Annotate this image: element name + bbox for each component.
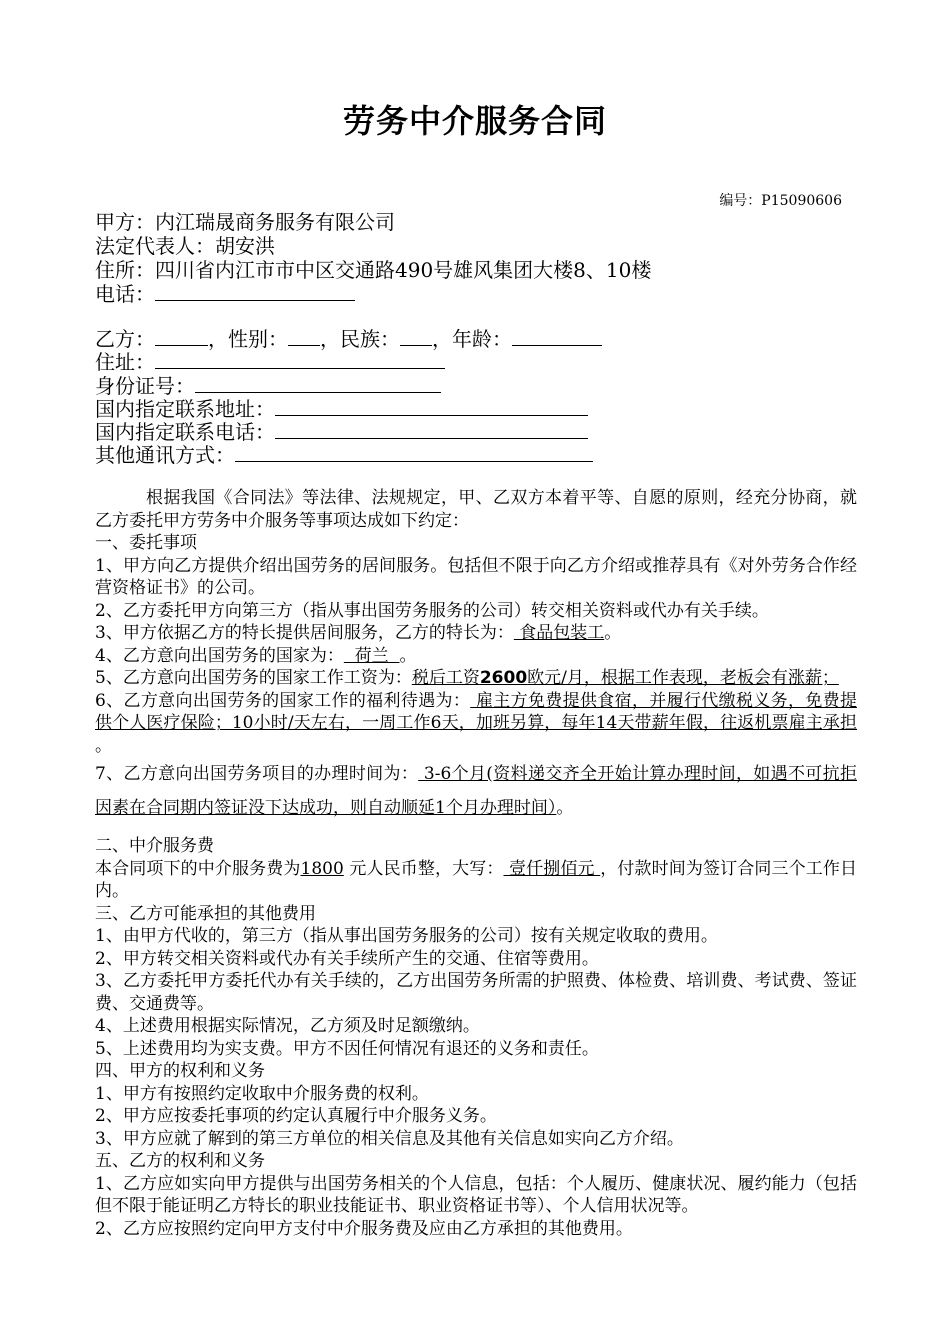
section-4-item-1: 1、甲方有按照约定收取中介服务费的权利。 [95, 1083, 429, 1104]
section-1-item-3: 3、甲方依据乙方的特长提供居间服务，乙方的特长为： 食品包装工。 [95, 623, 622, 643]
section-1-item-4: 4、乙方意向出国劳务的国家为： 荷兰 。 [95, 645, 417, 666]
section-5-item-2: 2、乙方应按照约定向甲方支付中介服务费及应由乙方承担的其他费用。 [95, 1218, 633, 1239]
salary-amount: 2600 [479, 668, 528, 688]
document-number: 编号：P15090606 [719, 193, 842, 209]
party-a-phone [95, 282, 651, 306]
section-1-item-1: 1、甲方向乙方提供介绍出国劳务的居间服务。包括但不限于向乙方介绍或推荐具有《对外劳务合作经营资格证书》的公司。 [95, 555, 857, 598]
ethnicity-label: ，民族： [320, 327, 400, 351]
party-b-label: 乙方： [95, 327, 155, 351]
other-contact-blank[interactable] [235, 443, 593, 462]
section-1-item-2: 2、乙方委托甲方向第三方（指从事出国劳务服务的公司）转交相关资料或代办有关手续。 [95, 600, 769, 621]
section-3-item-3: 3、乙方委托甲方委托代办有关手续的，乙方出国劳务所需的护照费、体检费、培训费、考试费、签证费、交通费等。 [95, 971, 857, 1014]
party-a-legal-rep: 法定代表人：胡安洪 [95, 234, 275, 258]
party-a-phone-label: 电话： [95, 282, 155, 306]
contract-body [95, 487, 857, 1240]
address-label: 住址： [95, 350, 155, 375]
section-5-item-1: 1、乙方应如实向甲方提供与出国劳务相关的个人信息，包括：个人履历、健康状况、履约能力（包括但不限于能证明乙方特长的职业技能证书、职业资格证书等）、个人信用状况等。 [95, 1173, 857, 1216]
document-title: 劳务中介服务合同 [342, 102, 607, 140]
section-3-item-1: 1、由甲方代收的，第三方（指从事出国劳务服务的公司）按有关规定收取的费用。 [95, 926, 718, 946]
spacer [95, 825, 857, 835]
intro-paragraph: 根据我国《合同法》等法律、法规规定，甲、乙双方本着平等、自愿的原则，经充分协商，就乙方委托甲方劳务中介服务等事项达成如下约定： [95, 488, 857, 531]
section-4-heading: 四、甲方的权利和义务 [95, 1061, 265, 1081]
domestic-address-label: 国内指定联系地址： [95, 396, 275, 421]
salary-value: 税后工资2600欧元/月，根据工作表现，老板会有涨薪； [411, 668, 839, 688]
ethnicity-blank[interactable] [400, 327, 432, 346]
domestic-phone-blank[interactable] [275, 420, 588, 439]
specialty-value: 食品包装工 [513, 623, 605, 643]
section-1-item-7: 7、乙方意向出国劳务项目的办理时间为： 3-6个月(资料递交齐全开始计算办理时间，如遇不可抗拒因素在合同期内签证没下达成功，则自动顺延1个月办理时间）。 [95, 764, 857, 818]
party-a-address: 住所：四川省内江市市中区交通路490号雄风集团大楼8、10楼 [95, 258, 652, 282]
section-2-heading: 二、中介服务费 [95, 836, 214, 856]
section-2-fee: 本合同项下的中介服务费为1800 元人民币整，大写： 壹仟捌佰元 ，付款时间为签订合同三个工作日内。 [95, 858, 858, 901]
domestic-address-blank[interactable] [275, 397, 588, 416]
processing-time-value: 3-6个月(资料递交齐全开始计算办理时间，如遇不可抗拒因素在合同期内签证没下达成功，则自动顺延1个月办理时间） [95, 764, 857, 818]
section-3-heading: 三、乙方可能承担的其他费用 [95, 903, 316, 924]
section-3-item-5: 5、上述费用均为实支费。甲方不因任何情况有退还的义务和责任。 [95, 1038, 599, 1059]
domestic-phone-label: 国内指定联系电话： [95, 420, 275, 445]
fee-amount: 1800 [300, 858, 344, 879]
id-label: 身份证号： [95, 373, 195, 398]
section-3-item-2: 2、甲方转交相关资料或代办有关手续所产生的交通、住宿等费用。 [95, 948, 599, 969]
country-value: 荷兰 [343, 645, 400, 666]
age-blank[interactable] [512, 327, 602, 346]
party-b-block [95, 327, 602, 467]
section-4-item-2: 2、甲方应按委托事项的约定认真履行中介服务义务。 [95, 1106, 497, 1126]
gender-blank[interactable] [288, 327, 320, 346]
age-label: ，年龄： [432, 327, 512, 351]
section-5-heading: 五、乙方的权利和义务 [95, 1151, 265, 1171]
party-a-name: 甲方：内江瑞晟商务服务有限公司 [95, 210, 395, 234]
party-b-address [95, 350, 602, 373]
party-b-name-blank[interactable] [155, 327, 208, 346]
section-3-item-4: 4、上述费用根据实际情况，乙方须及时足额缴纳。 [95, 1016, 480, 1036]
party-b-domestic-phone [95, 420, 602, 443]
section-1-item-6: 6、乙方意向出国劳务的国家工作的福利待遇为： 雇主方免费提供食宿，并履行代缴税义务，免费提供个人医疗保险；10小时/天左右，一周工作6天，加班另算，每年14天带薪年假，往返机票雇主承担 。 [95, 690, 857, 756]
party-b-domestic-address [95, 397, 602, 420]
section-1-heading: 一、委托事项 [95, 533, 197, 553]
section-1-item-5: 5、乙方意向出国劳务的国家工作工资为：税后工资2600欧元/月，根据工作表现，老板会有涨薪； [95, 668, 839, 688]
party-b-id [95, 374, 602, 397]
party-a-block [95, 210, 651, 306]
fee-amount-capital: 壹仟捌佰元 [503, 858, 601, 879]
gender-label: ，性别： [208, 327, 288, 351]
section-4-item-3: 3、甲方应就了解到的第三方单位的相关信息及其他有关信息如实向乙方介绍。 [95, 1128, 684, 1149]
party-b-basic-info [95, 327, 602, 350]
other-contact-label: 其他通讯方式： [95, 443, 235, 468]
party-b-other-contact [95, 443, 602, 466]
benefits-value: 雇主方免费提供食宿，并履行代缴税义务，免费提供个人医疗保险；10小时/天左右，一周工作6天，加班另算，每年14天带薪年假，往返机票雇主承担 [95, 690, 857, 733]
party-a-phone-blank[interactable] [155, 282, 355, 301]
address-blank[interactable] [155, 350, 445, 369]
id-blank[interactable] [195, 374, 441, 393]
